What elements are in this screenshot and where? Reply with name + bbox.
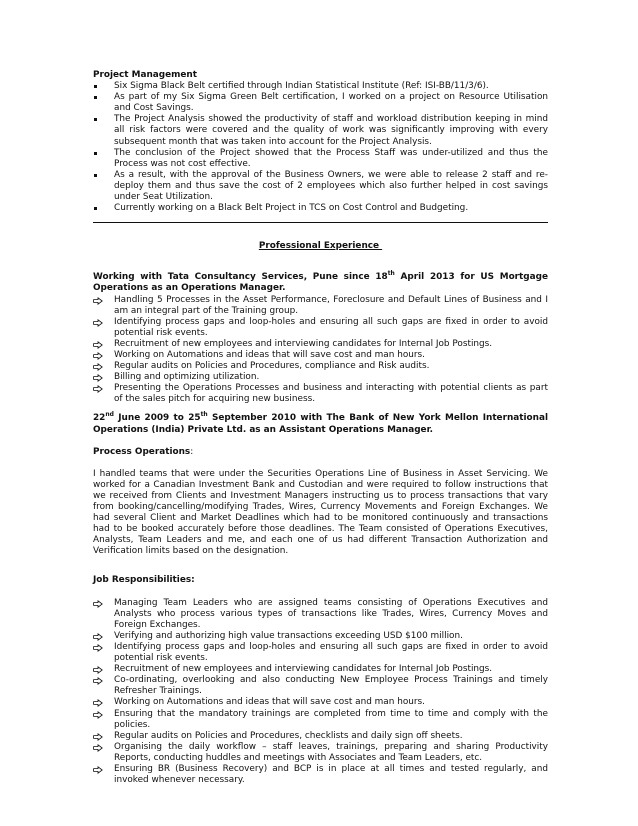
resume-page-content (93, 70, 548, 786)
tcs-experience-section (93, 272, 548, 405)
list-item: Organising the daily workflow – staff leaves, trainings, preparing and sharing Productivity Reports, conducting huddles and meetings with Associates and Team Leaders, etc. (93, 742, 548, 764)
list-item: Six Sigma Black Belt certified through Indian Statistical Institute (Ref: ISI-BB/11/3/6). (114, 81, 489, 92)
list-item: Verifying and authorizing high value transactions exceeding USD $100 million. (93, 631, 548, 642)
bny-heading: 22nd June 2009 to 25th September 2010 with The Bank of New York Mellon International Operations (India) Private Ltd. as an Assistant Operations Manager. (93, 411, 548, 435)
tcs-heading: Working with Tata Consultancy Services, Pune since 18th April 2013 for US Mortgage Operations as an Operations Manager. (93, 270, 549, 294)
list-item: Working on Automations and ideas that will save cost and man hours. (93, 350, 548, 361)
list-item: Handling 5 Processes in the Asset Performance, Foreclosure and Default Lines of Business and I am an integral part of the Training group. (93, 295, 548, 317)
list-item: Presenting the Operations Processes and business and interacting with potential clients as part of the sales pitch for acquiring new business. (93, 383, 548, 405)
list-item: Identifying process gaps and loop-holes and ensuring all such gaps are fixed in order to avoid potential risk events. (93, 317, 548, 339)
list-item: The conclusion of the Project showed that the Process Staff was under-utilized and thus the Process was not cost effective. (114, 147, 548, 169)
list-item: Co-ordinating, overlooking and also conducting New Employee Process Trainings and timely Refresher Trainings. (93, 675, 548, 697)
job-responsibilities-list (93, 598, 548, 787)
list-item: Regular audits on Policies and Procedures, checklists and daily sign off sheets. (93, 731, 548, 742)
list-item: Working on Automations and ideas that will save cost and man hours. (93, 697, 548, 708)
list-item: Managing Team Leaders who are assigned teams consisting of Operations Executives and Analysts who process various types of transactions like Trades, Wires, Currency Moves and Foreign Exchanges. (93, 598, 548, 631)
job-responsibilities-heading: Job Responsibilities: (93, 575, 195, 586)
list-item: Currently working on a Black Belt Project in TCS on Cost Control and Budgeting. (114, 203, 469, 214)
list-item: Regular audits on Policies and Procedures, compliance and Risk audits. (93, 361, 548, 372)
section-divider (93, 222, 548, 223)
project-management-section (93, 70, 548, 223)
project-management-heading: Project Management (93, 70, 197, 80)
process-operations-paragraph: I handled teams that were under the Securities Operations Line of Business in Asset Servicing. We worked for a Canadian Investment Bank and Custodian and were required to follow instructions that we received from Clients and Investment Managers instructing us to process transactions that vary from booking/cancelling/modifying Trades, Wires, Currency Movements and Foreign Exchanges. We had several Client and Market Deadlines which had to be monitored continuously and transactions had to be booked accurately before those deadlines. The Team consisted of Operations Executives, Analysts, Team Leaders and me, and each one of us had different Transaction Authorization and Verification limits based on the designation. (93, 468, 548, 557)
list-item: Recruitment of new employees and interviewing candidates for Internal Job Postings. (93, 664, 548, 675)
bny-experience-section (93, 413, 548, 786)
list-item: As part of my Six Sigma Green Belt certification, I worked on a project on Resource Utilisation and Cost Savings. (114, 92, 548, 114)
list-item: As a result, with the approval of the Business Owners, we were able to release 2 staff and re-deploy them and thus save the cost of 2 employees which also further helped in cost savings under Seat Utilization. (114, 169, 548, 203)
list-item: Ensuring BR (Business Recovery) and BCP is in place at all times and tested regularly, and invoked whenever necessary. (93, 764, 548, 786)
process-operations-heading: Process Operations: (93, 446, 194, 457)
tcs-responsibilities-list (93, 295, 548, 406)
project-management-list (93, 81, 548, 214)
professional-experience-title: Professional Experience (258, 241, 383, 252)
list-item: The Project Analysis showed the productivity of staff and workload distribution keeping in mind all risk factors were covered and the quality of work was significantly improving with every subsequent month that was taken into account for the Project Analysis. (114, 114, 548, 147)
list-item: Billing and optimizing utilization. (93, 372, 548, 383)
list-item: Identifying process gaps and loop-holes and ensuring all such gaps are fixed in order to avoid potential risk events. (93, 642, 548, 664)
list-item: Ensuring that the mandatory trainings are completed from time to time and comply with the policies. (93, 709, 548, 731)
list-item: Recruitment of new employees and interviewing candidates for Internal Job Postings. (93, 339, 548, 350)
